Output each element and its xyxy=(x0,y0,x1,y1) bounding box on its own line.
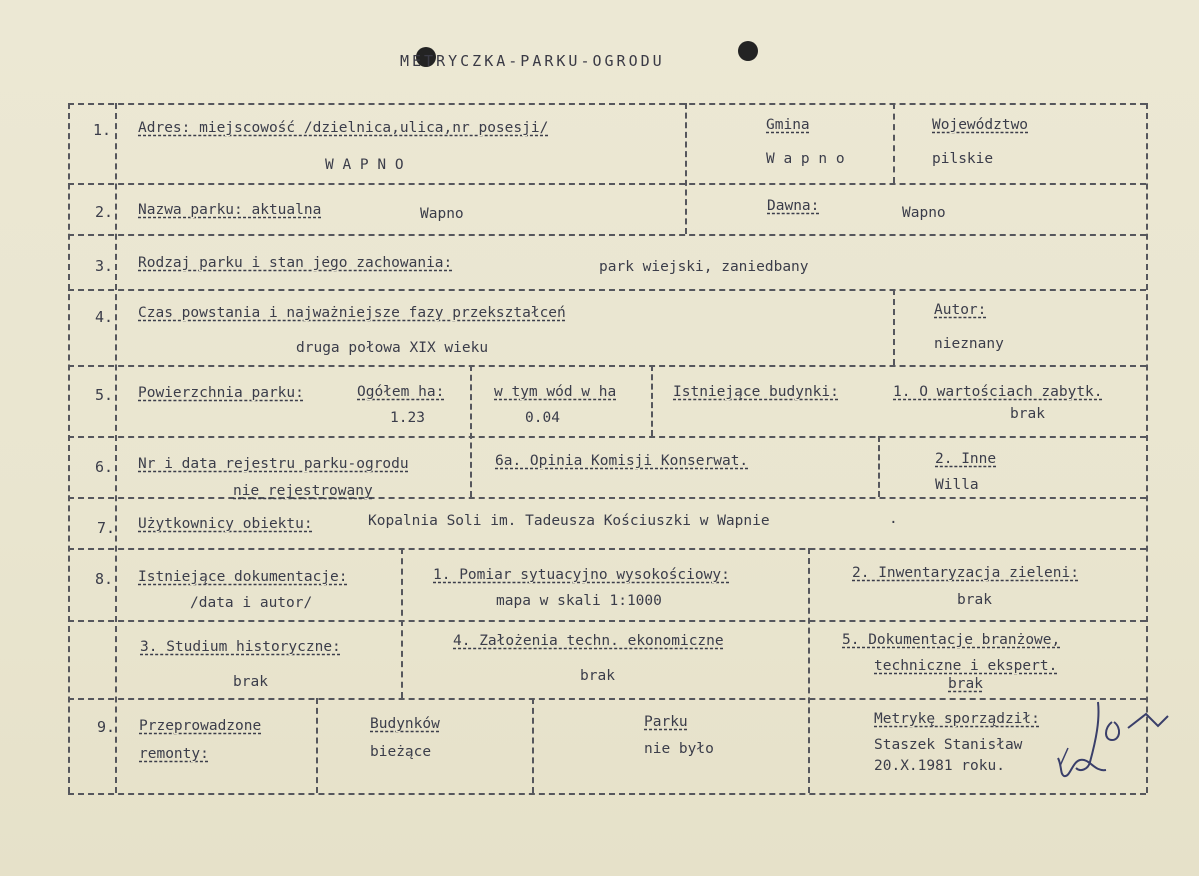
history-study-value: brak xyxy=(233,674,268,690)
area-label: Powierzchnia parku: xyxy=(138,385,304,401)
documentation-sublabel: /data i autor/ xyxy=(190,595,313,611)
existing-buildings-label: Istniejące budynki: xyxy=(673,384,839,400)
other-buildings-label: 2. Inne xyxy=(935,451,997,467)
row-number: 7. xyxy=(97,519,116,537)
park-name-value: Wapno xyxy=(420,206,464,222)
inventory-label: 2. Inwentaryzacja zieleni: xyxy=(852,565,1079,581)
row-number: 3. xyxy=(95,257,114,275)
row-number: 1. xyxy=(93,121,112,139)
other-buildings-value: Willa xyxy=(935,477,979,493)
documentation-label: Istniejące dokumentacje: xyxy=(138,569,348,585)
users-trailing-mark: . xyxy=(889,511,898,527)
park-repairs-label: Parku xyxy=(644,714,688,730)
water-area-value: 0.04 xyxy=(525,410,560,426)
users-label: Użytkownicy obiektu: xyxy=(138,516,313,532)
survey-label: 1. Pomiar sytuacyjno wysokościowy: xyxy=(433,567,730,583)
monument-buildings-label: 1. O wartościach zabytk. xyxy=(893,384,1103,400)
voivodeship-label: Województwo xyxy=(932,117,1029,133)
branch-docs-label-2: techniczne i ekspert. xyxy=(874,658,1058,674)
tech-assumptions-value: brak xyxy=(580,668,615,684)
total-area-label: Ogółem ha: xyxy=(357,384,445,400)
row-number: 4. xyxy=(95,308,114,326)
tech-assumptions-label: 4. Założenia techn. ekonomiczne xyxy=(453,633,724,649)
register-label: Nr i data rejestru parku-ogrodu xyxy=(138,456,409,472)
buildings-repairs-value: bieżące xyxy=(370,744,432,760)
row-number: 8. xyxy=(95,570,114,588)
prepared-by-label: Metrykę sporządził: xyxy=(874,711,1040,727)
author-value: nieznany xyxy=(934,336,1004,352)
inventory-value: brak xyxy=(957,592,992,608)
row-number: 5. xyxy=(95,386,114,404)
monument-buildings-value: brak xyxy=(1010,406,1045,422)
former-name-label: Dawna: xyxy=(767,198,820,214)
card-title: METRYCZKA-PARKU-OGRODU xyxy=(400,52,665,70)
history-study-label: 3. Studium historyczne: xyxy=(140,639,341,655)
branch-docs-value: brak xyxy=(948,676,983,692)
conservation-opinion-label: 6a. Opinia Komisji Konserwat. xyxy=(495,453,749,469)
water-area-label: w tym wód w ha xyxy=(494,384,617,400)
prepared-by-name: Staszek Stanisław xyxy=(874,737,1023,753)
handwritten-signature xyxy=(1050,700,1180,790)
register-value: nie rejestrowany xyxy=(233,483,373,499)
row-number: 9. xyxy=(97,718,116,736)
row-number: 2. xyxy=(95,203,114,221)
former-name-value: Wapno xyxy=(902,205,946,221)
address-value: W A P N O xyxy=(325,157,404,173)
park-name-label: Nazwa parku: aktualna xyxy=(138,202,322,218)
origin-label: Czas powstania i najważniejsze fazy przekształceń xyxy=(138,305,566,321)
total-area-value: 1.23 xyxy=(390,410,425,426)
address-label: Adres: miejscowość /dzielnica,ulica,nr posesji/ xyxy=(138,120,549,136)
park-type-label: Rodzaj parku i stan jego zachowania: xyxy=(138,255,453,271)
origin-value: druga połowa XIX wieku xyxy=(296,340,489,356)
prepared-date: 20.X.1981 roku. xyxy=(874,758,1005,774)
buildings-repairs-label: Budynków xyxy=(370,716,440,732)
users-value: Kopalnia Soli im. Tadeusza Kościuszki w Wapnie xyxy=(368,513,770,529)
gmina-label: Gmina xyxy=(766,117,810,133)
park-type-value: park wiejski, zaniedbany xyxy=(599,259,809,275)
gmina-value: W a p n o xyxy=(766,151,845,167)
park-repairs-value: nie było xyxy=(644,741,714,757)
author-label: Autor: xyxy=(934,302,987,318)
row-number: 6. xyxy=(95,458,114,476)
voivodeship-value: pilskie xyxy=(932,151,994,167)
repairs-label-2: remonty: xyxy=(139,746,209,762)
repairs-label: Przeprowadzone xyxy=(139,718,262,734)
branch-docs-label: 5. Dokumentacje branżowe, xyxy=(842,632,1061,648)
survey-value: mapa w skali 1:1000 xyxy=(496,593,662,609)
